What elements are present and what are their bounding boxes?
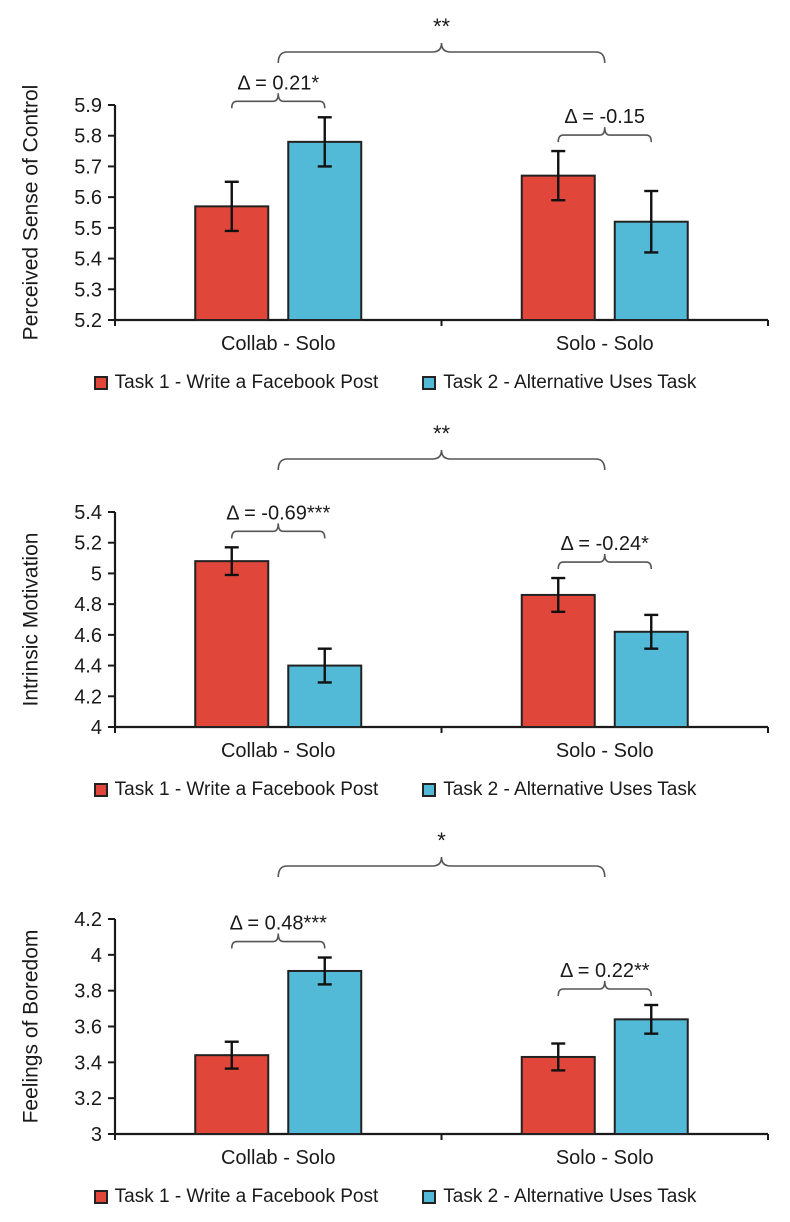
y-tick-label: 5.4 <box>74 248 102 271</box>
legend-item-task2 <box>422 1186 696 1208</box>
y-tick-label: 5.8 <box>74 125 102 148</box>
y-tick-label: 3 <box>90 1124 102 1146</box>
legend-item-task2 <box>422 779 696 801</box>
legend-label-task1: Task 1 - Write a Facebook Post <box>114 1185 379 1207</box>
legend-swatch-task1-icon <box>94 376 108 390</box>
chart-feelings-of-boredom <box>0 814 790 1222</box>
delta-label: Δ = 0.22** <box>559 960 650 982</box>
y-tick-label: 4.4 <box>74 655 102 678</box>
legend-swatch-task1-icon <box>94 1190 108 1204</box>
y-tick-label: 5 <box>90 563 102 586</box>
significance-bracket <box>278 43 605 63</box>
delta-bracket <box>558 554 651 569</box>
y-tick-label: 3.2 <box>74 1088 102 1111</box>
y-tick-label: 4 <box>90 717 102 739</box>
chart-legend <box>0 1172 790 1221</box>
y-axis-title: Perceived Sense of Control <box>19 84 43 341</box>
y-tick-label: 4.6 <box>74 624 102 647</box>
legend-swatch-task2-icon <box>422 376 436 390</box>
legend-label-task1: Task 1 - Write a Facebook Post <box>114 371 379 393</box>
significance-bracket <box>278 450 605 470</box>
chart-intrinsic-motivation <box>0 407 790 814</box>
y-tick-label: 3.8 <box>74 980 102 1003</box>
category-label: Solo - Solo <box>555 740 654 762</box>
legend-label-task2: Task 2 - Alternative Uses Task <box>443 778 697 800</box>
legend-label-task2: Task 2 - Alternative Uses Task <box>443 1185 697 1207</box>
y-axis-title: Intrinsic Motivation <box>19 532 43 707</box>
legend-label-task1: Task 1 - Write a Facebook Post <box>114 778 379 800</box>
delta-bracket <box>232 93 325 108</box>
delta-label: Δ = -0.69*** <box>226 502 331 525</box>
significance-label: * <box>437 828 446 853</box>
y-tick-label: 4.2 <box>74 909 102 931</box>
y-tick-label: 5.2 <box>74 310 102 332</box>
legend-item-task1 <box>94 1186 379 1208</box>
significance-label: ** <box>432 421 451 446</box>
y-tick-label: 5.9 <box>74 95 102 117</box>
bar-task1-group1 <box>195 561 268 727</box>
y-tick-label: 4.2 <box>74 686 102 709</box>
delta-label: Δ = -0.15 <box>564 106 646 129</box>
delta-label: Δ = -0.24* <box>560 533 649 556</box>
y-tick-label: 4 <box>90 944 102 967</box>
legend-item-task2 <box>422 372 696 394</box>
category-label: Collab - Solo <box>220 740 336 762</box>
y-tick-label: 4.8 <box>74 594 102 617</box>
y-axis-title: Feelings of Boredom <box>19 929 43 1124</box>
delta-label: Δ = 0.48*** <box>229 912 327 935</box>
category-label: Solo - Solo <box>555 1147 654 1169</box>
delta-label: Δ = 0.21* <box>237 72 320 95</box>
y-tick-label: 5.4 <box>74 502 102 524</box>
chart-legend <box>0 765 790 814</box>
delta-bracket <box>232 523 325 538</box>
y-tick-label: 5.6 <box>74 187 102 210</box>
y-tick-label: 5.3 <box>74 279 102 302</box>
bar-task1-group2 <box>522 595 595 727</box>
category-label: Collab - Solo <box>220 333 336 355</box>
bar-task2-group1 <box>288 971 361 1134</box>
significance-label: ** <box>432 14 451 39</box>
legend-label-task2: Task 2 - Alternative Uses Task <box>443 371 697 393</box>
bar-task2-group2 <box>615 1019 688 1134</box>
y-tick-label: 5.7 <box>74 156 102 179</box>
plot-feelings-of-boredom <box>0 814 790 1172</box>
delta-bracket <box>558 981 651 996</box>
category-label: Collab - Solo <box>220 1147 336 1169</box>
bar-task2-group1 <box>288 142 361 320</box>
y-tick-label: 5.5 <box>74 217 102 240</box>
legend-swatch-task2-icon <box>422 783 436 797</box>
y-tick-label: 3.6 <box>74 1016 102 1039</box>
delta-bracket <box>232 934 325 949</box>
legend-swatch-task1-icon <box>94 783 108 797</box>
category-label: Solo - Solo <box>555 333 654 355</box>
y-tick-label: 3.4 <box>74 1052 102 1075</box>
y-tick-label: 5.2 <box>74 532 102 555</box>
chart-legend <box>0 358 790 407</box>
legend-item-task1 <box>94 779 379 801</box>
plot-perceived-sense-of-control <box>0 0 790 358</box>
significance-bracket <box>278 857 605 877</box>
legend-swatch-task2-icon <box>422 1190 436 1204</box>
legend-item-task1 <box>94 372 379 394</box>
plot-intrinsic-motivation <box>0 407 790 765</box>
chart-perceived-sense-of-control <box>0 0 790 407</box>
delta-bracket <box>558 127 651 142</box>
